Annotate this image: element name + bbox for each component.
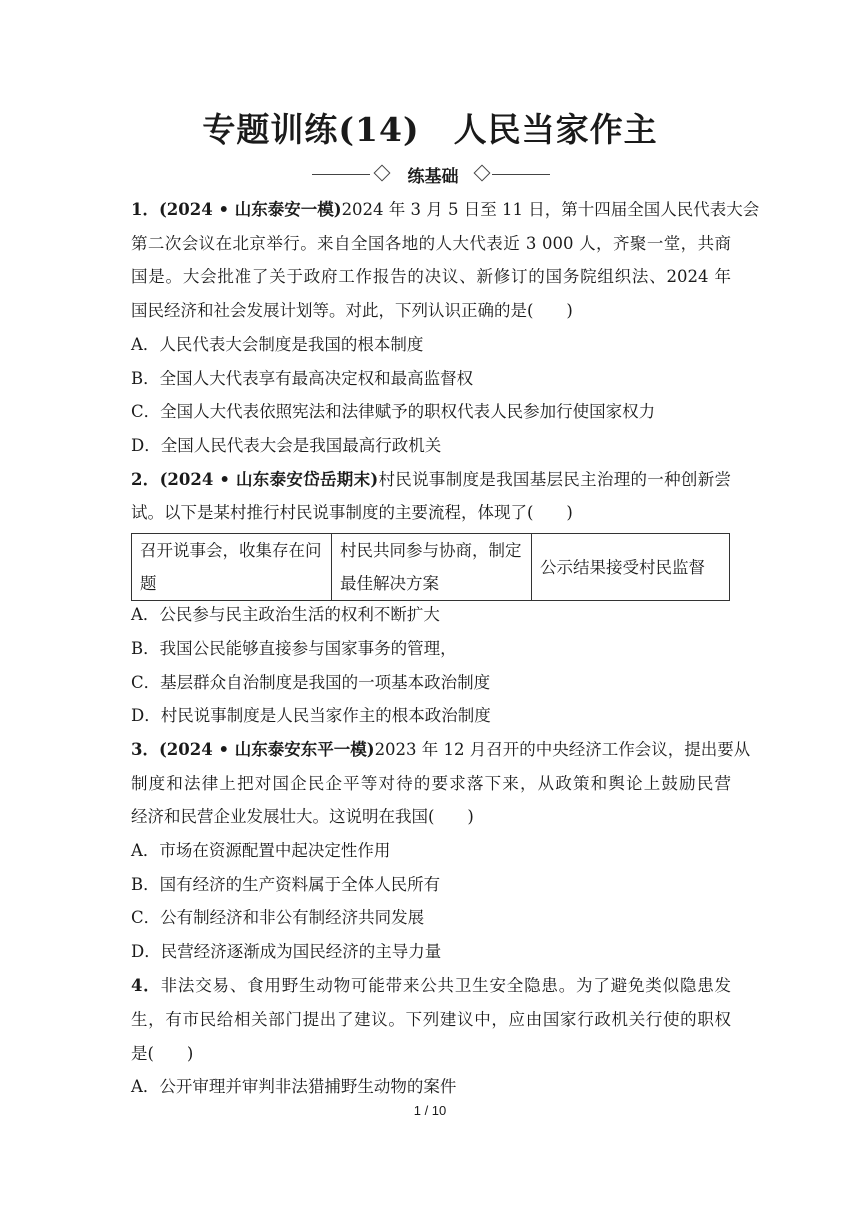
question-source: (2024 • 山东泰安东平一模) (158, 740, 375, 759)
section-label: 练基础 (407, 167, 459, 187)
option-a[interactable]: A．市场在资源配置中起决定性作用 (131, 841, 391, 860)
question-3-line (131, 739, 751, 761)
option-c[interactable]: C．基层群众自治制度是我国的一项基本政治制度 (131, 673, 491, 692)
diamond-icon (474, 165, 491, 182)
question-4-line: 是( ) (131, 1044, 194, 1063)
question-text: 2024 年 3 月 5 日至 11 日，第十四届全国人民代表大会 (341, 200, 760, 219)
diamond-icon (374, 165, 391, 182)
option-b[interactable]: B．我国公民能够直接参与国家事务的管理， (131, 639, 457, 658)
question-number: 1． (131, 200, 159, 219)
table-cell: 村民共同参与协商，制定最佳解决方案 (332, 534, 532, 601)
table-cell: 公示结果接受村民监督 (532, 534, 730, 601)
option-c[interactable]: C．公有制经济和非公有制经济共同发展 (131, 908, 425, 927)
question-source: (2024 • 山东泰安一模) (158, 200, 342, 219)
section-header (0, 162, 860, 188)
question-4-line: 生，有市民给相关部门提出了建议。下列建议中，应由国家行政机关行使的职权 (131, 1010, 731, 1029)
question-3-line: 经济和民营企业发展壮大。这说明在我国( ) (131, 807, 474, 826)
option-d[interactable]: D．全国人民代表大会是我国最高行政机关 (131, 436, 442, 455)
question-1-line: 第二次会议在北京举行。来自全国各地的人大代表近 3 000 人，齐聚一堂，共商 (131, 234, 731, 253)
question-text: 非法交易、食用野生动物可能带来公共卫生安全隐患。为了避免类似隐患发 (160, 976, 732, 995)
question-1-line: 国民经济和社会发展计划等。对此，下列认识正确的是( ) (131, 301, 573, 320)
option-a[interactable]: A．人民代表大会制度是我国的根本制度 (131, 335, 424, 354)
process-table (131, 533, 730, 601)
question-2-line: 试。以下是某村推行村民说事制度的主要流程，体现了( ) (131, 503, 573, 522)
divider-line-left (312, 174, 370, 175)
option-b[interactable]: B．国有经济的生产资料属于全体人民所有 (131, 875, 441, 894)
option-c[interactable]: C．全国人大代表依照宪法和法律赋予的职权代表人民参加行使国家权力 (131, 402, 656, 421)
question-1-line (131, 199, 760, 221)
question-text: 村民说事制度是我国基层民主治理的一种创新尝 (378, 470, 732, 489)
table-cell: 召开说事会，收集存在问题 (132, 534, 332, 601)
option-d[interactable]: D．民营经济逐渐成为国民经济的主导力量 (131, 942, 442, 961)
question-number: 4． (131, 976, 161, 995)
question-source: (2024 • 山东泰安岱岳期末) (159, 470, 379, 489)
option-d[interactable]: D．村民说事制度是人民当家作主的根本政治制度 (131, 706, 491, 725)
question-2-line (131, 469, 731, 491)
question-4-line (131, 975, 731, 997)
question-number: 3． (131, 740, 159, 759)
option-a[interactable]: A．公开审理并审判非法猎捕野生动物的案件 (131, 1077, 457, 1096)
option-b[interactable]: B．全国人大代表享有最高决定权和最高监督权 (131, 369, 474, 388)
option-a[interactable]: A．公民参与民主政治生活的权利不断扩大 (131, 605, 440, 624)
question-text: 2023 年 12 月召开的中央经济工作会议，提出要从 (374, 740, 751, 759)
question-number: 2． (131, 470, 160, 489)
question-1-line: 国是。大会批准了关于政府工作报告的决议、新修订的国务院组织法、2024 年 (131, 267, 731, 286)
divider-line-right (492, 174, 550, 175)
table-row (132, 534, 730, 601)
page-title: 专题训练(14) 人民当家作主 (202, 110, 658, 149)
question-3-line: 制度和法律上把对国企民企平等对待的要求落下来，从政策和舆论上鼓励民营 (131, 774, 731, 793)
page-number: 1 / 10 (413, 1103, 447, 1118)
